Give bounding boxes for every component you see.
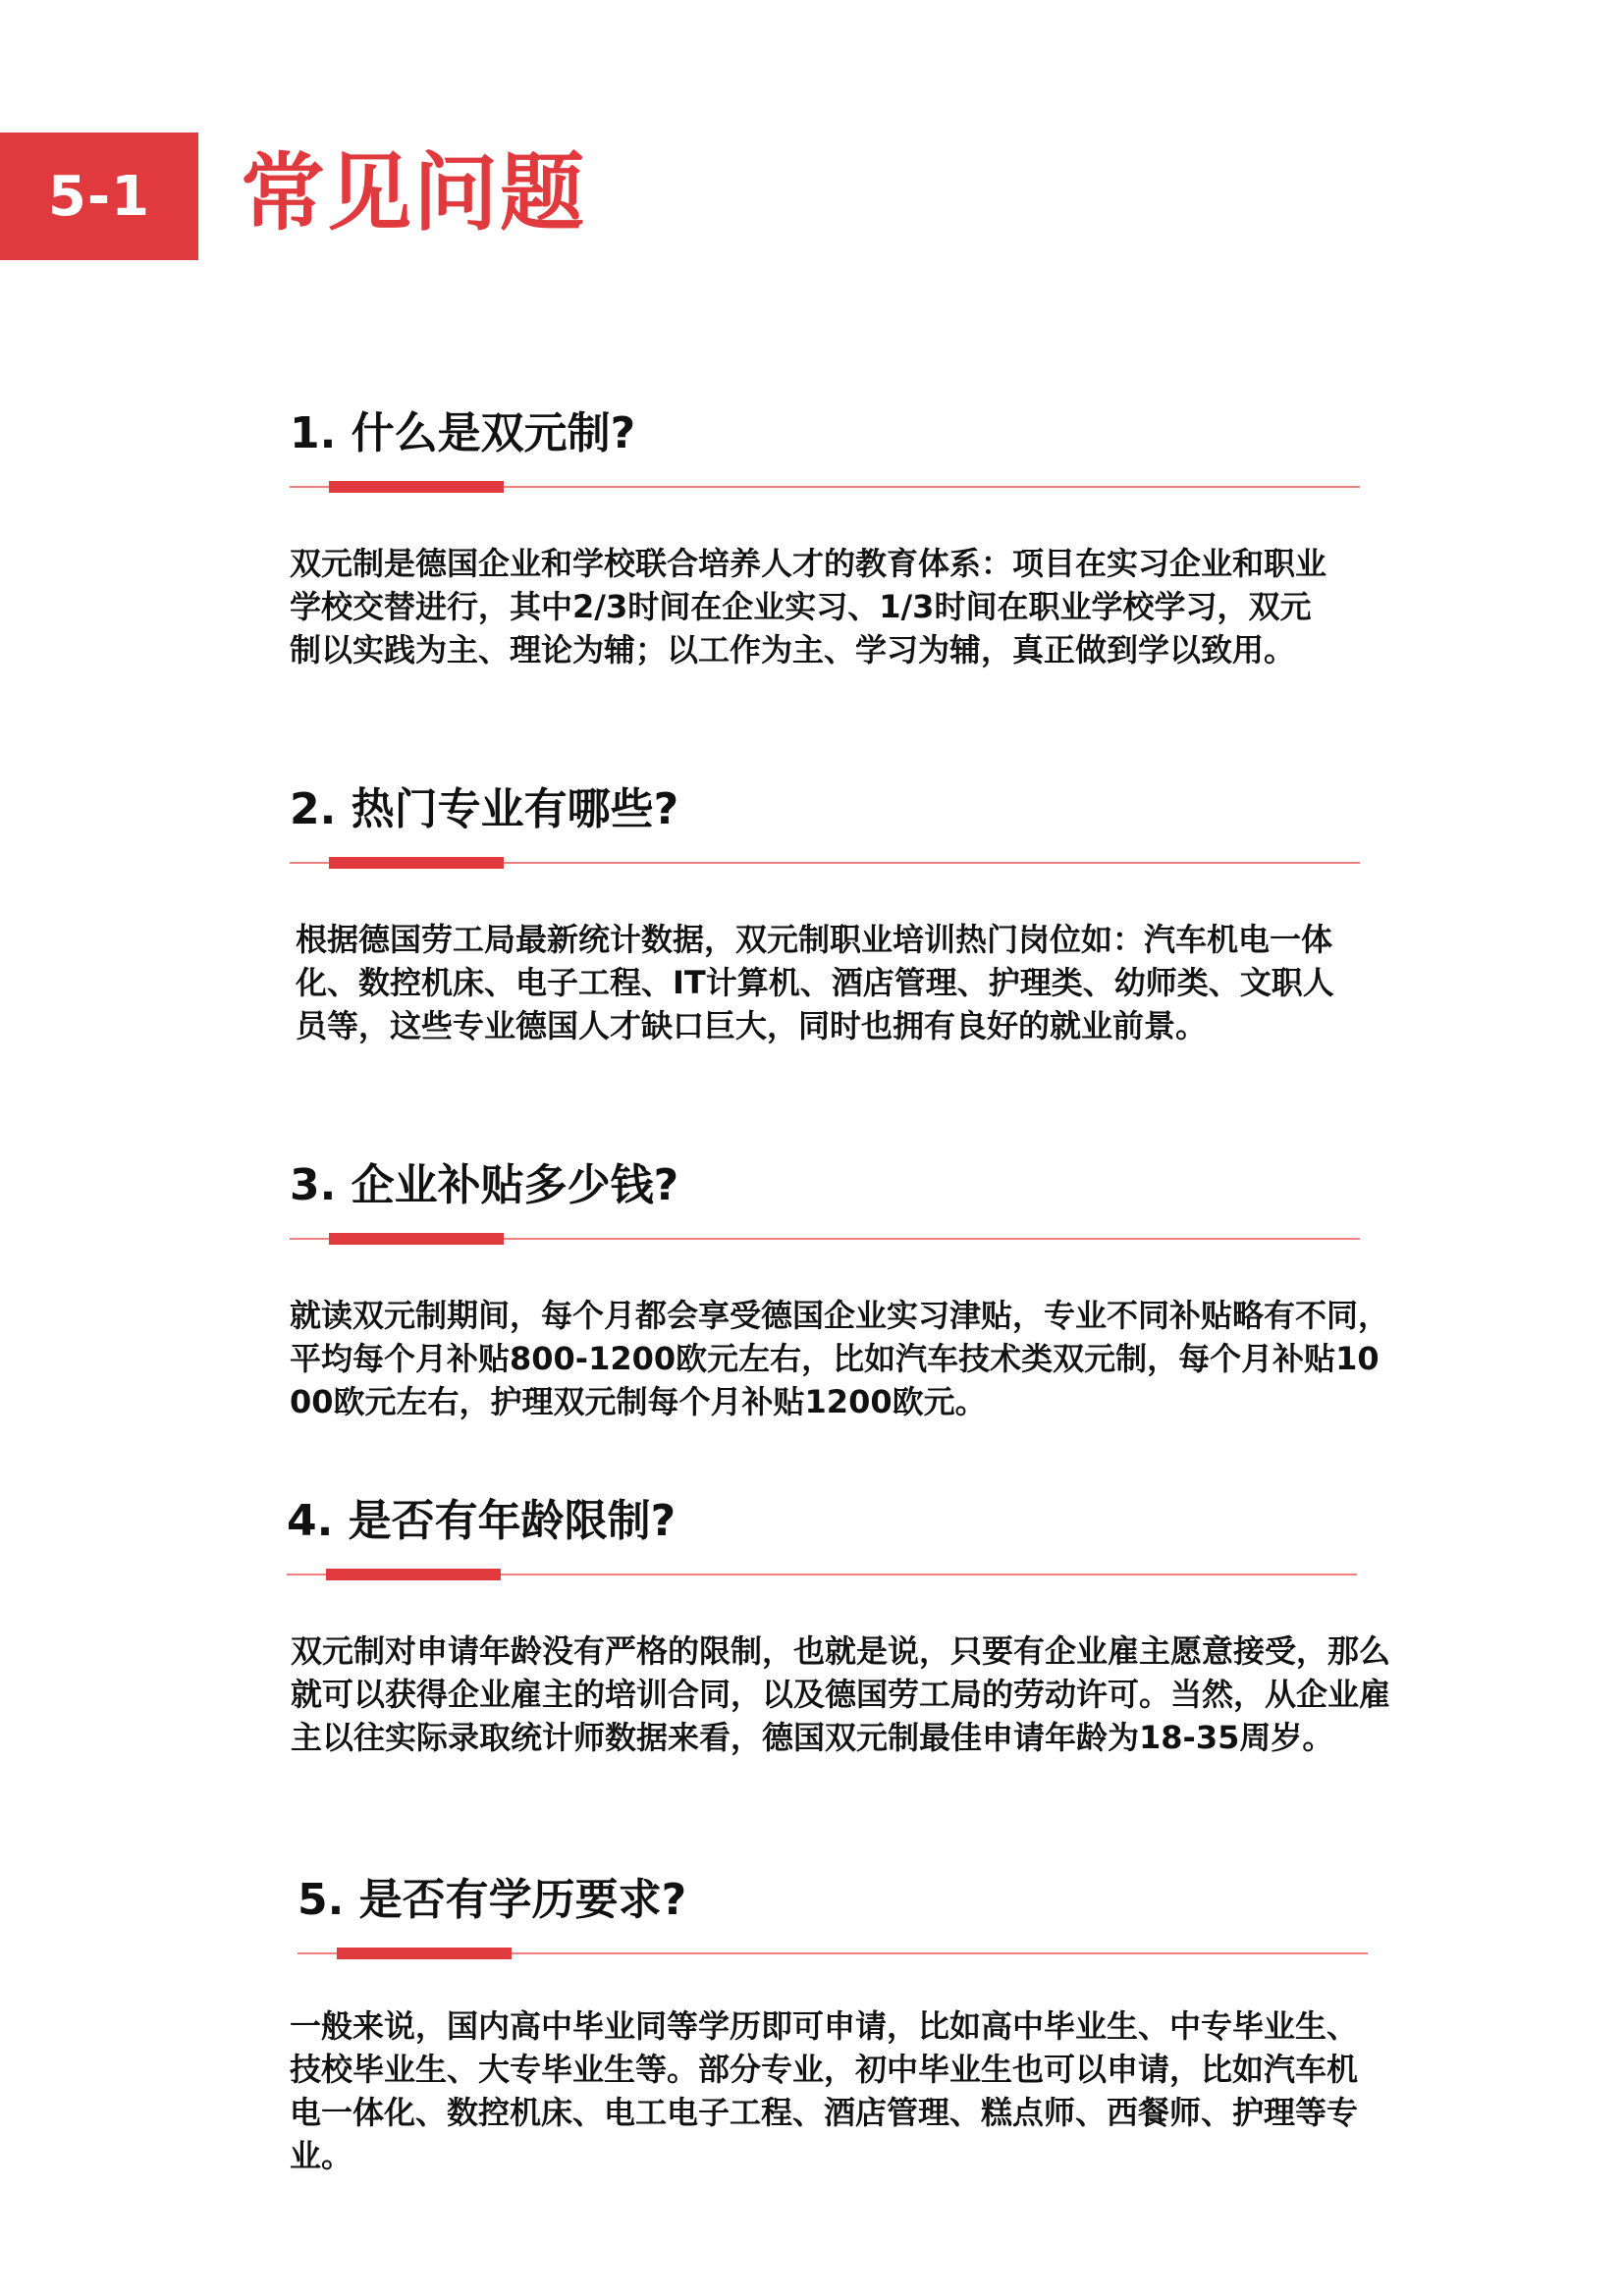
faq-item-5 <box>290 1871 1359 2174</box>
faq-answer: 双元制是德国企业和学校联合培养人才的教育体系：项目在实习企业和职业学校交替进行，其中2/3时间在企业实习、1/3时间在职业学校学习，双元制以实践为主、理论为辅；以工作为主、学习为辅，真正做到学以致用。 <box>290 545 1327 668</box>
faq-question: 2. 热门专业有哪些? <box>290 784 679 834</box>
faq-item-4 <box>287 1492 1391 1756</box>
divider-accent-bar <box>329 1233 504 1245</box>
faq-divider <box>298 1948 1368 1959</box>
faq-question: 5. 是否有学历要求? <box>298 1875 687 1925</box>
faq-item-2 <box>290 780 1334 1044</box>
divider-accent-bar <box>329 481 504 493</box>
faq-divider <box>290 857 1360 869</box>
faq-divider <box>290 1233 1360 1245</box>
divider-accent-bar <box>329 857 504 869</box>
faq-divider <box>287 1569 1357 1580</box>
faq-answer: 双元制对申请年龄没有严格的限制，也就是说，只要有企业雇主愿意接受，那么就可以获得企业雇主的培训合同，以及德国劳工局的劳动许可。当然，从企业雇主以往实际录取统计师数据来看，德国双元制最佳申请年龄为18-35周岁。 <box>291 1632 1391 1756</box>
faq-divider <box>290 481 1360 493</box>
faq-answer: 一般来说，国内高中毕业同等学历即可申请，比如高中毕业生、中专毕业生、技校毕业生、大专毕业生等。部分专业，初中毕业生也可以申请，比如汽车机电一体化、数控机床、电工电子工程、酒店管理、糕点师、西餐师、护理等专业。 <box>290 2007 1359 2174</box>
divider-accent-bar <box>326 1569 501 1580</box>
faq-answer: 根据德国劳工局最新统计数据，双元制职业培训热门岗位如：汽车机电一体化、数控机床、电子工程、IT计算机、酒店管理、护理类、幼师类、文职人员等，这些专业德国人才缺口巨大，同时也拥有良好的就业前景。 <box>296 921 1334 1044</box>
section-number: 5-1 <box>47 164 151 229</box>
faq-question: 1. 什么是双元制? <box>290 408 636 458</box>
page-title: 常见问题 <box>241 144 586 242</box>
faq-question: 3. 企业补贴多少钱? <box>290 1160 679 1210</box>
faq-item-3 <box>290 1156 1390 1420</box>
faq-item-1 <box>290 404 1327 668</box>
faq-question: 4. 是否有年龄限制? <box>287 1496 677 1546</box>
divider-accent-bar <box>337 1948 512 1959</box>
faq-answer: 就读双元制期间，每个月都会享受德国企业实习津贴，专业不同补贴略有不同，平均每个月补贴800-1200欧元左右，比如汽车技术类双元制，每个月补贴1000欧元左右，护理双元制每个月补贴1200欧元。 <box>290 1297 1390 1420</box>
section-number-badge <box>0 133 198 260</box>
